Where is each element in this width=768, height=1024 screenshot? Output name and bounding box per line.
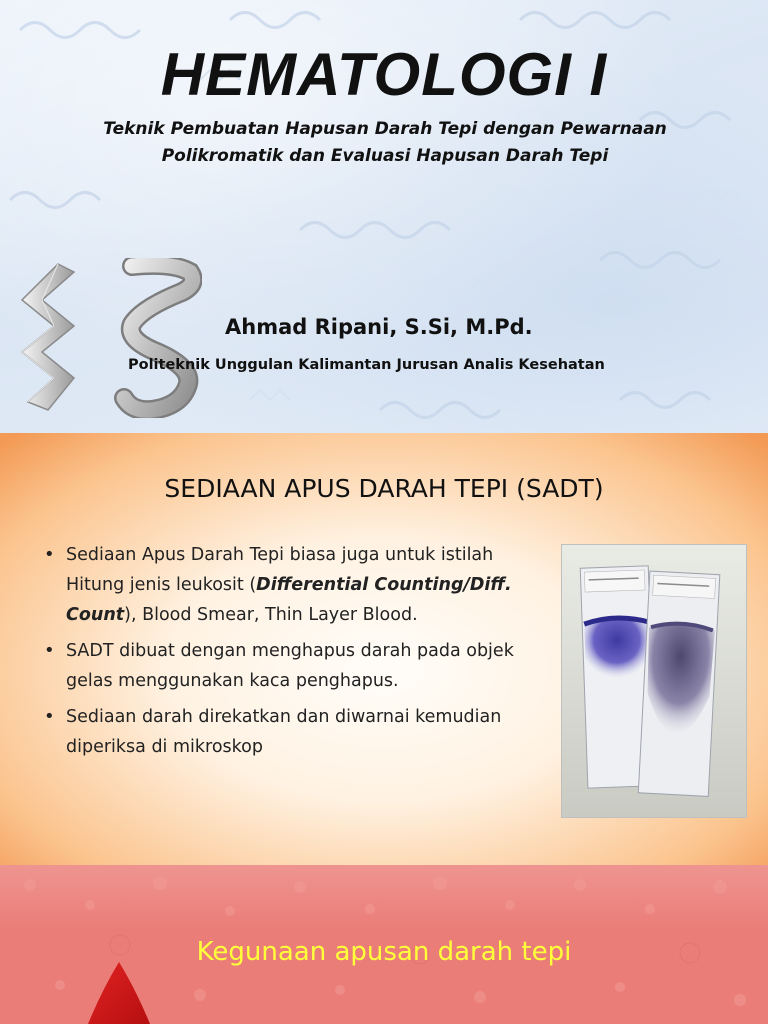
bullet-item: • Sediaan darah direkatkan dan diwarnai kemudian diperiksa di mikroskop xyxy=(40,702,540,762)
bullet-text: Sediaan Apus Darah Tepi biasa juga untuk istilah Hitung jenis leukosit ( xyxy=(66,545,494,595)
usage-slide-title: Kegunaan apusan darah tepi xyxy=(196,937,572,967)
blood-smear-slides-photo xyxy=(561,544,747,818)
sadt-slide-title: SEDIAAN APUS DARAH TEPI (SADT) xyxy=(164,474,604,503)
blood-drop-icon xyxy=(84,962,154,1024)
bullet-text: ), Blood Smear, Thin Layer Blood. xyxy=(124,605,418,625)
subtitle-line-1: Teknik Pembuatan Hapusan Darah Tepi dengan Pewarnaan xyxy=(103,119,667,139)
title-slide xyxy=(0,0,768,433)
presentation-title: HEMATOLOGI I xyxy=(160,41,608,108)
zigzag-ribbon-icon xyxy=(18,262,78,412)
presentation-subtitle xyxy=(60,116,710,170)
bullet-emphasis: Differential Counting/Diff. Count xyxy=(66,575,512,625)
s-curve-ribbon-icon xyxy=(112,258,202,418)
bullet-item: • SADT dibuat dengan menghapus darah pada objek gelas menggunakan kaca penghapus. xyxy=(40,636,540,696)
institution-name: Politeknik Unggulan Kalimantan Jurusan Analis Kesehatan xyxy=(128,357,605,373)
sadt-bullet-list xyxy=(40,540,540,768)
author-name: Ahmad Ripani, S.Si, M.Pd. xyxy=(225,315,533,339)
bullet-item xyxy=(40,540,540,630)
subtitle-line-2: Polikromatik dan Evaluasi Hapusan Darah Tepi xyxy=(161,146,609,166)
